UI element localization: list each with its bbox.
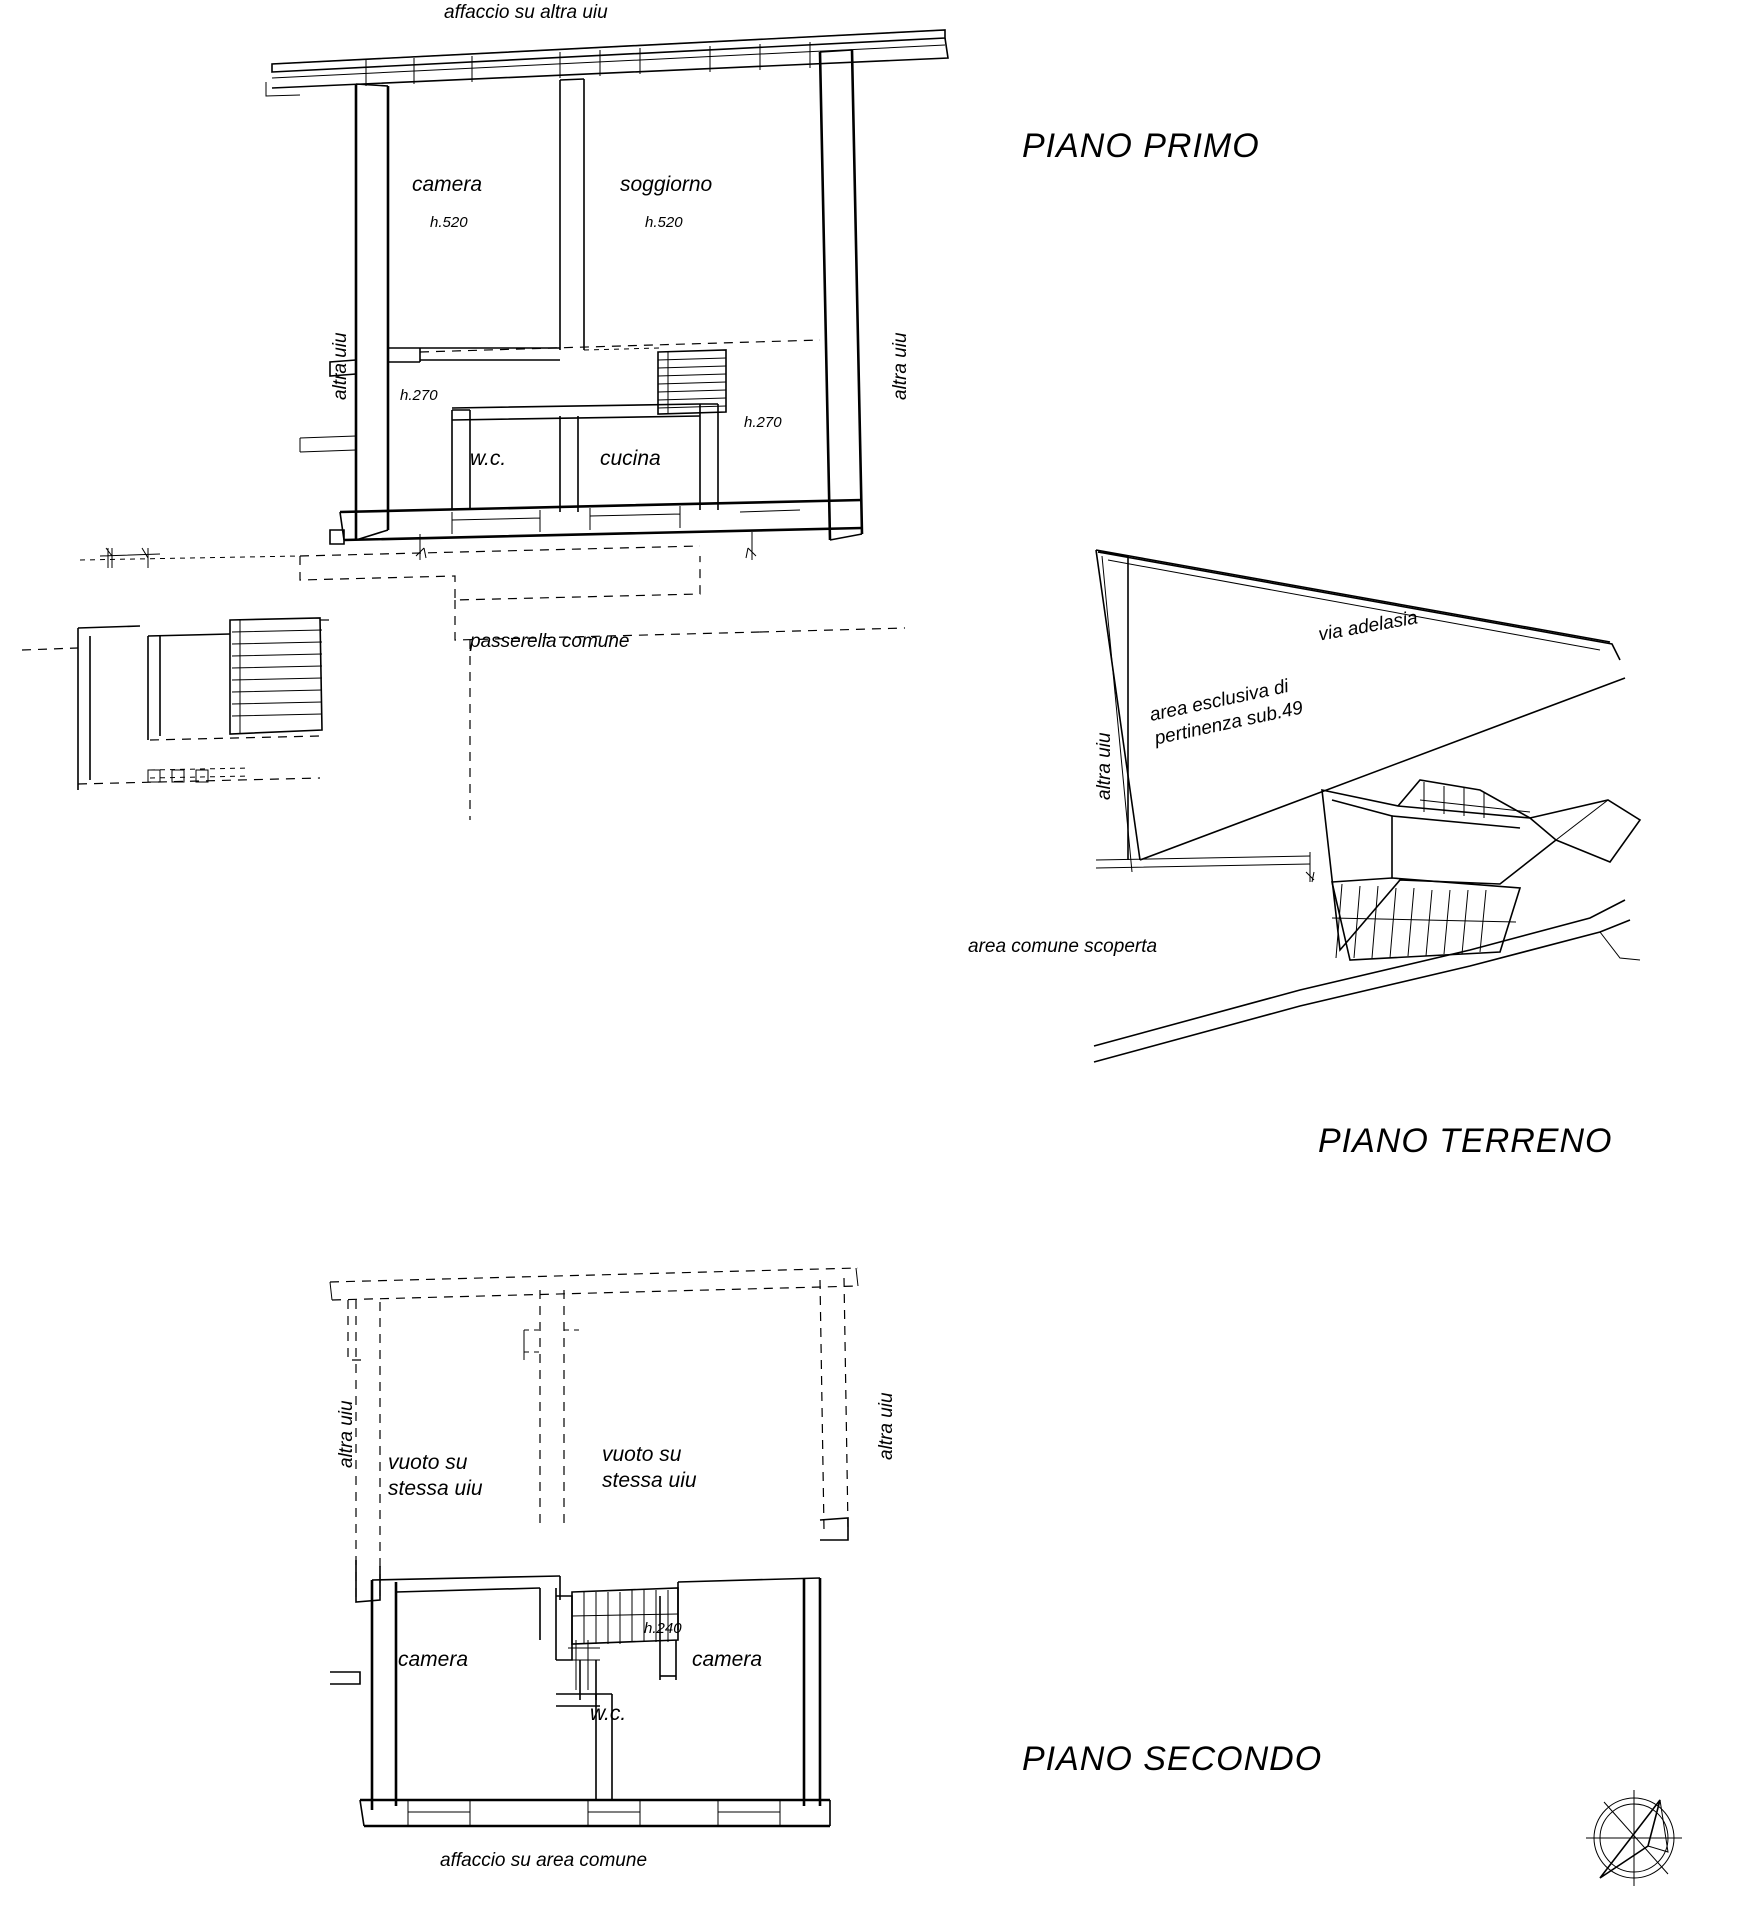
- north-arrow: [1586, 1790, 1682, 1886]
- room-label-cucina-p1: cucina: [600, 447, 661, 470]
- piano-primo-top-note: affaccio su altra uiu: [444, 2, 608, 23]
- floor-title-piano-primo: PIANO PRIMO: [1022, 127, 1260, 165]
- area-comune-scoperta-label: area comune scoperta: [968, 936, 1158, 957]
- piano-secondo-left-side-note: altra uiu: [336, 1400, 357, 1468]
- room-label-camera-right-p2: camera: [692, 1648, 763, 1671]
- room-height-cucina-p1: h.270: [744, 414, 782, 431]
- piano-terreno-left-side-note: altra uiu: [1094, 732, 1115, 800]
- void-label-right-p2: vuoto su stessa uiu: [602, 1443, 697, 1493]
- floor-title-piano-terreno: PIANO TERRENO: [1318, 1122, 1613, 1160]
- area-esclusiva-label: area esclusiva di pertinenza sub.49: [1147, 675, 1305, 750]
- room-label-camera-left-p2: camera: [398, 1648, 469, 1671]
- piano-primo-bottom-note: passerella comune: [470, 631, 630, 652]
- piano-secondo-right-side-note: altra uiu: [876, 1392, 897, 1460]
- room-height-soggiorno-p1: h.520: [645, 214, 683, 231]
- room-height-camera-p1: h.520: [430, 214, 468, 231]
- void-label-left-p2: vuoto su stessa uiu: [388, 1451, 483, 1501]
- piano-secondo-bottom-note: affaccio su area comune: [440, 1850, 648, 1871]
- room-label-soggiorno-p1: soggiorno: [620, 173, 713, 196]
- street-label-via-adelasia: via adelasia: [1316, 607, 1420, 646]
- room-label-camera-p1: camera: [412, 173, 483, 196]
- floor-title-piano-secondo: PIANO SECONDO: [1022, 1740, 1323, 1778]
- room-label-wc-p2: w.c.: [590, 1702, 627, 1725]
- piano-primo-right-side-note: altra uiu: [890, 332, 911, 400]
- room-height-wc-p1: h.270: [400, 387, 438, 404]
- room-height-wc-p2: h.240: [644, 1620, 682, 1637]
- room-label-wc-p1: w.c.: [470, 447, 507, 470]
- piano-primo-left-side-note: altra uiu: [330, 332, 351, 400]
